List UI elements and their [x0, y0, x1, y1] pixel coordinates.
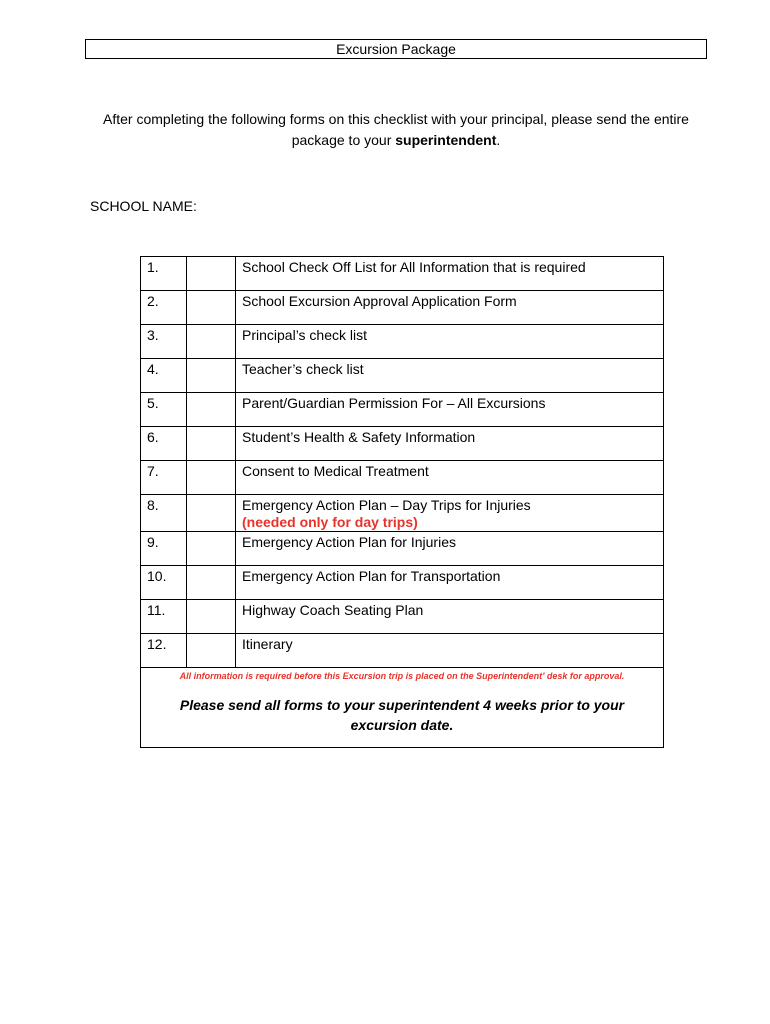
check-box[interactable] [187, 325, 236, 359]
table-row [141, 600, 664, 634]
table-row [141, 427, 664, 461]
checklist-table [140, 256, 664, 748]
send-instructions: Please send all forms to your superintendent 4 weeks prior to your excursion date. [179, 697, 625, 733]
intro-paragraph [90, 109, 702, 151]
item-number: 8. [141, 495, 187, 532]
table-row [141, 393, 664, 427]
item-label: Emergency Action Plan for Injuries [236, 532, 664, 566]
check-box[interactable] [187, 634, 236, 668]
school-name-label: SCHOOL NAME: [90, 198, 197, 214]
check-box[interactable] [187, 461, 236, 495]
item-number: 12. [141, 634, 187, 668]
item-number: 4. [141, 359, 187, 393]
item-label: Student’s Health & Safety Information [236, 427, 664, 461]
table-row [141, 461, 664, 495]
check-box[interactable] [187, 532, 236, 566]
item-label: Consent to Medical Treatment [236, 461, 664, 495]
item-number: 10. [141, 566, 187, 600]
check-box[interactable] [187, 427, 236, 461]
check-box[interactable] [187, 600, 236, 634]
item-number: 11. [141, 600, 187, 634]
check-box[interactable] [187, 566, 236, 600]
table-row [141, 634, 664, 668]
item-number: 7. [141, 461, 187, 495]
item-label: School Excursion Approval Application Form [236, 291, 664, 325]
table-row [141, 359, 664, 393]
table-row [141, 566, 664, 600]
check-box[interactable] [187, 495, 236, 532]
item-number: 2. [141, 291, 187, 325]
table-row [141, 495, 664, 532]
item-number: 6. [141, 427, 187, 461]
item-label: Highway Coach Seating Plan [236, 600, 664, 634]
item-label: Teacher’s check list [236, 359, 664, 393]
item-number: 3. [141, 325, 187, 359]
item-label: Itinerary [236, 634, 664, 668]
table-row [141, 257, 664, 291]
table-footer-row [141, 668, 664, 748]
check-box[interactable] [187, 359, 236, 393]
page-title: Excursion Package [85, 39, 707, 59]
intro-text-end: . [496, 132, 501, 148]
approval-warning: All information is required before this Excursion trip is placed on the Superintendent’ desk for approval. [179, 671, 625, 681]
item-number: 1. [141, 257, 187, 291]
item-label: Emergency Action Plan – Day Trips for Injuries [242, 497, 531, 513]
item-number: 9. [141, 532, 187, 566]
table-row [141, 291, 664, 325]
footer-cell [141, 668, 664, 748]
table-row [141, 325, 664, 359]
check-box[interactable] [187, 393, 236, 427]
day-trip-note: (needed only for day trips) [242, 514, 418, 530]
intro-bold-recipient: superintendent [395, 132, 497, 148]
item-label: Emergency Action Plan for Transportation [236, 566, 664, 600]
item-number: 5. [141, 393, 187, 427]
check-box[interactable] [187, 257, 236, 291]
item-label-with-note [236, 495, 664, 532]
intro-text: After completing the following forms on this checklist with your principal, please send the entire package to your [103, 111, 689, 148]
item-label: Principal’s check list [236, 325, 664, 359]
check-box[interactable] [187, 291, 236, 325]
item-label: School Check Off List for All Information that is required [236, 257, 664, 291]
table-row [141, 532, 664, 566]
item-label: Parent/Guardian Permission For – All Excursions [236, 393, 664, 427]
